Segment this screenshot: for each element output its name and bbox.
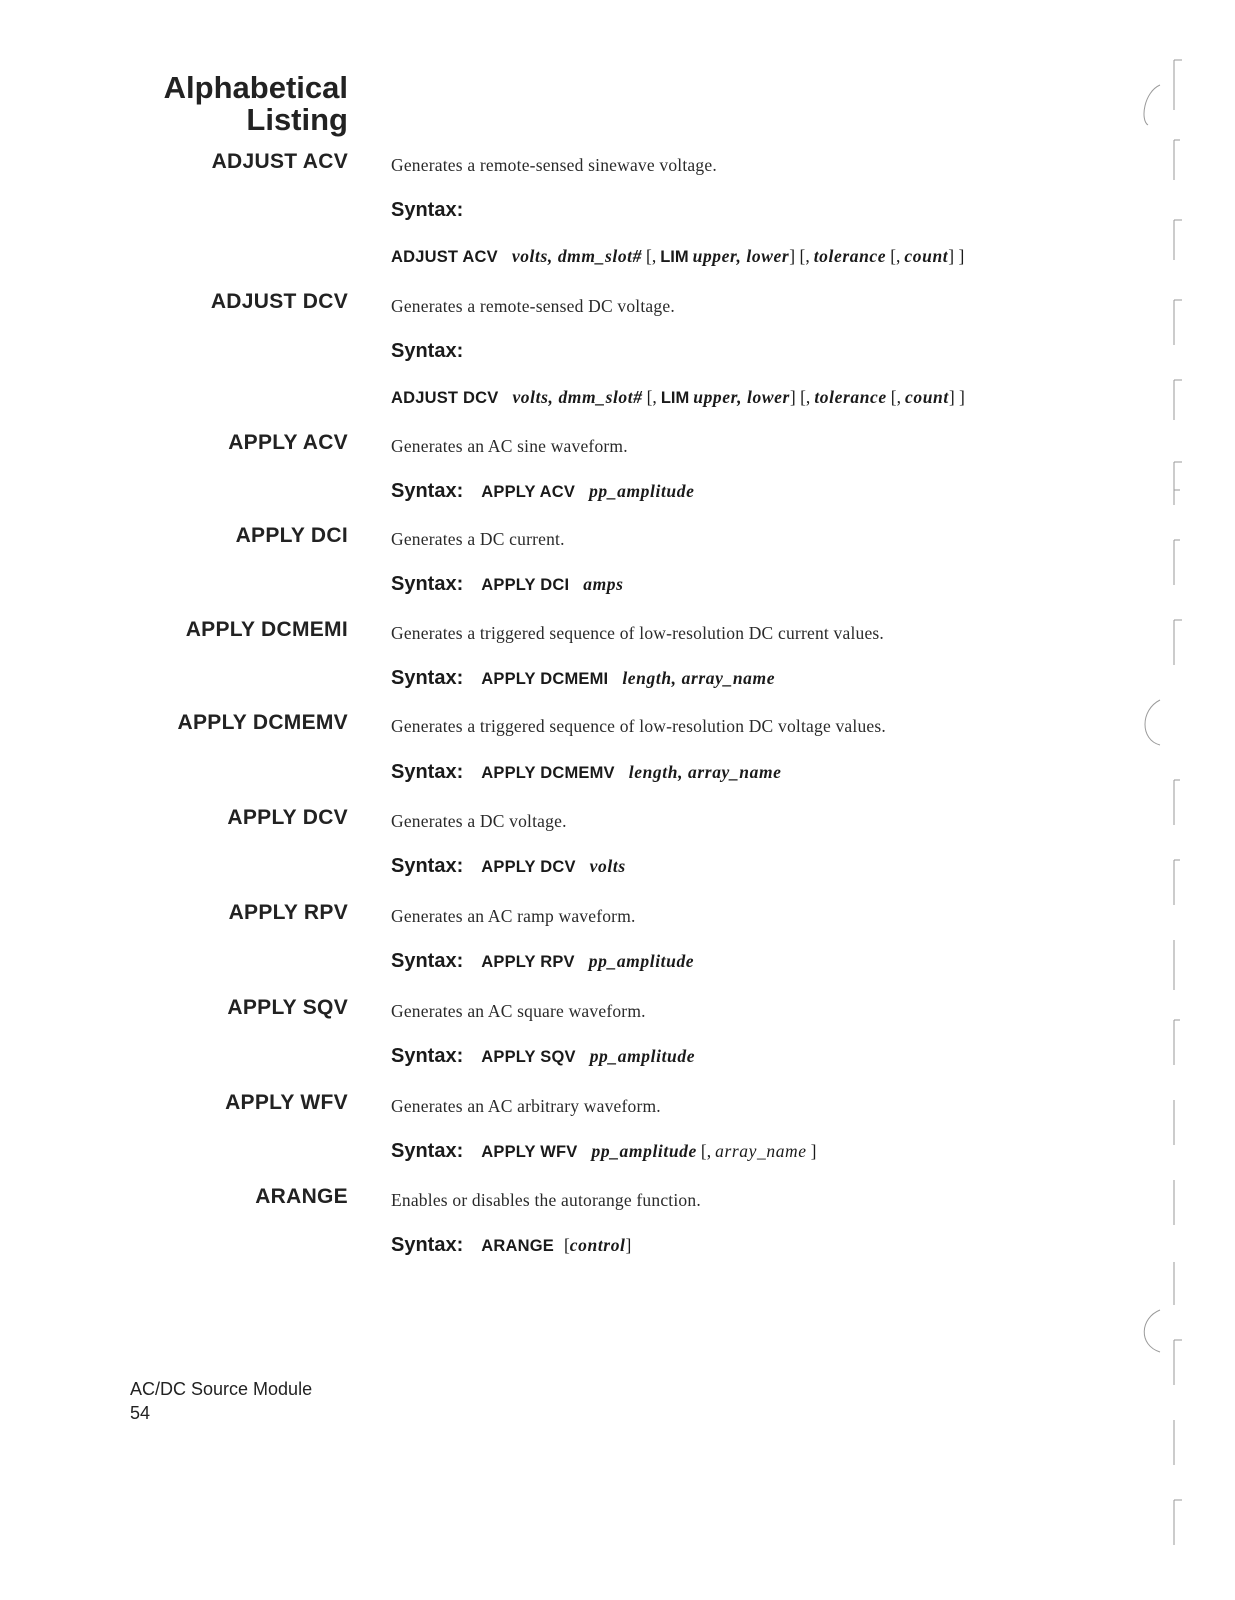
syntax-keyword: ARANGE (481, 1237, 554, 1255)
syntax-heading: Syntax: (391, 761, 464, 783)
syntax-argument: count (905, 387, 949, 407)
syntax-line (391, 1140, 816, 1163)
entry-term: APPLY DCMEMV (177, 711, 348, 734)
syntax-keyword: APPLY RPV (481, 953, 575, 971)
section-heading (100, 72, 348, 136)
syntax-argument: pp_amplitude (589, 481, 695, 501)
syntax-heading: Syntax: (391, 667, 464, 689)
syntax-heading: Syntax: (391, 340, 464, 362)
syntax-bracket: ] (625, 1235, 632, 1255)
entry-term: ADJUST ACV (211, 150, 348, 173)
syntax-bracket: ] ] (948, 246, 965, 266)
syntax-bracket: [, (700, 1141, 712, 1161)
entry-description: Generates an AC arbitrary waveform. (391, 1096, 661, 1116)
section-heading-line2: Listing (246, 102, 348, 137)
syntax-keyword: APPLY DCV (481, 858, 576, 876)
syntax-line (391, 1234, 631, 1257)
syntax-heading: Syntax: (391, 199, 464, 221)
syntax-heading: Syntax: (391, 855, 464, 877)
syntax-keyword: APPLY ACV (481, 483, 576, 501)
syntax-keyword: LIM (660, 248, 689, 266)
entry-description: Generates a remote-sensed sinewave voltage. (391, 155, 717, 175)
syntax-argument: tolerance (813, 246, 887, 266)
entry-description: Generates an AC square waveform. (391, 1001, 646, 1021)
entry-description: Generates a DC voltage. (391, 811, 567, 831)
entry-term: APPLY DCV (227, 806, 348, 829)
page-footer (130, 1377, 312, 1425)
syntax-argument: pp_amplitude (588, 951, 695, 971)
syntax-line (391, 246, 964, 267)
entry-term: APPLY WFV (225, 1091, 348, 1114)
syntax-bracket: [ (563, 1235, 570, 1255)
syntax-line (391, 387, 965, 408)
syntax-argument: length, array_name (622, 668, 776, 688)
syntax-line (391, 573, 624, 596)
syntax-keyword: APPLY DCI (481, 576, 570, 594)
syntax-keyword: ADJUST ACV (391, 248, 498, 266)
syntax-argument: volts (589, 856, 626, 876)
syntax-argument: length, array_name (628, 762, 782, 782)
binder-margin-marks (1130, 0, 1200, 1600)
syntax-bracket: ] (810, 1141, 817, 1161)
entry-description: Generates a triggered sequence of low-resolution DC current values. (391, 623, 885, 643)
entry-term: ARANGE (255, 1185, 348, 1208)
syntax-heading: Syntax: (391, 573, 464, 595)
syntax-argument: volts, dmm_slot# (511, 246, 642, 266)
syntax-keyword: APPLY WFV (481, 1143, 578, 1161)
syntax-heading: Syntax: (391, 950, 464, 972)
entry-term: APPLY ACV (228, 431, 348, 454)
syntax-bracket: [, (646, 387, 657, 407)
syntax-argument: amps (583, 574, 624, 594)
syntax-bracket: [, (890, 246, 901, 266)
footer-title: AC/DC Source Module (130, 1379, 313, 1399)
entry-description: Enables or disables the autorange function. (391, 1190, 701, 1210)
syntax-argument: pp_amplitude (589, 1046, 696, 1066)
entry-term: ADJUST DCV (210, 290, 348, 313)
syntax-keyword: APPLY SQV (481, 1048, 576, 1066)
syntax-bracket: ] [, (789, 246, 810, 266)
syntax-argument: upper, lower (693, 387, 790, 407)
syntax-heading: Syntax: (391, 1045, 464, 1067)
syntax-bracket: ] [, (789, 387, 811, 407)
syntax-line (391, 761, 782, 784)
entry-description: Generates a DC current. (391, 529, 565, 549)
syntax-keyword: ADJUST DCV (391, 389, 499, 407)
entry-description: Generates an AC sine waveform. (391, 436, 628, 456)
syntax-argument: pp_amplitude (591, 1141, 697, 1161)
section-heading-line1: Alphabetical (163, 70, 348, 105)
syntax-bracket: [, (890, 387, 901, 407)
entry-description: Generates an AC ramp waveform. (391, 906, 636, 926)
entry-description: Generates a remote-sensed DC voltage. (391, 296, 675, 316)
syntax-argument: control (569, 1235, 626, 1255)
syntax-argument: upper, lower (692, 246, 790, 266)
syntax-line (391, 855, 626, 878)
entry-description: Generates a triggered sequence of low-resolution DC voltage values. (391, 716, 886, 736)
syntax-bracket: [, (646, 246, 657, 266)
entry-term: APPLY SQV (227, 996, 348, 1019)
syntax-keyword: LIM (660, 389, 690, 407)
page-number: 54 (130, 1403, 151, 1423)
syntax-argument: count (904, 246, 949, 266)
syntax-heading: Syntax: (391, 480, 464, 502)
syntax-line (391, 480, 694, 503)
syntax-line (391, 1045, 695, 1068)
syntax-argument: volts, dmm_slot# (512, 387, 643, 407)
syntax-line (391, 667, 775, 690)
syntax-bracket: ] ] (948, 387, 965, 407)
syntax-argument: array_name (715, 1141, 807, 1161)
syntax-heading: Syntax: (391, 1140, 464, 1162)
syntax-line (391, 950, 694, 973)
syntax-keyword: APPLY DCMEMV (481, 764, 615, 782)
entry-term: APPLY DCI (235, 524, 348, 547)
syntax-argument: tolerance (814, 387, 887, 407)
entry-term: APPLY DCMEMI (185, 618, 348, 641)
entry-term: APPLY RPV (228, 901, 348, 924)
syntax-heading: Syntax: (391, 1234, 464, 1256)
syntax-keyword: APPLY DCMEMI (481, 670, 609, 688)
